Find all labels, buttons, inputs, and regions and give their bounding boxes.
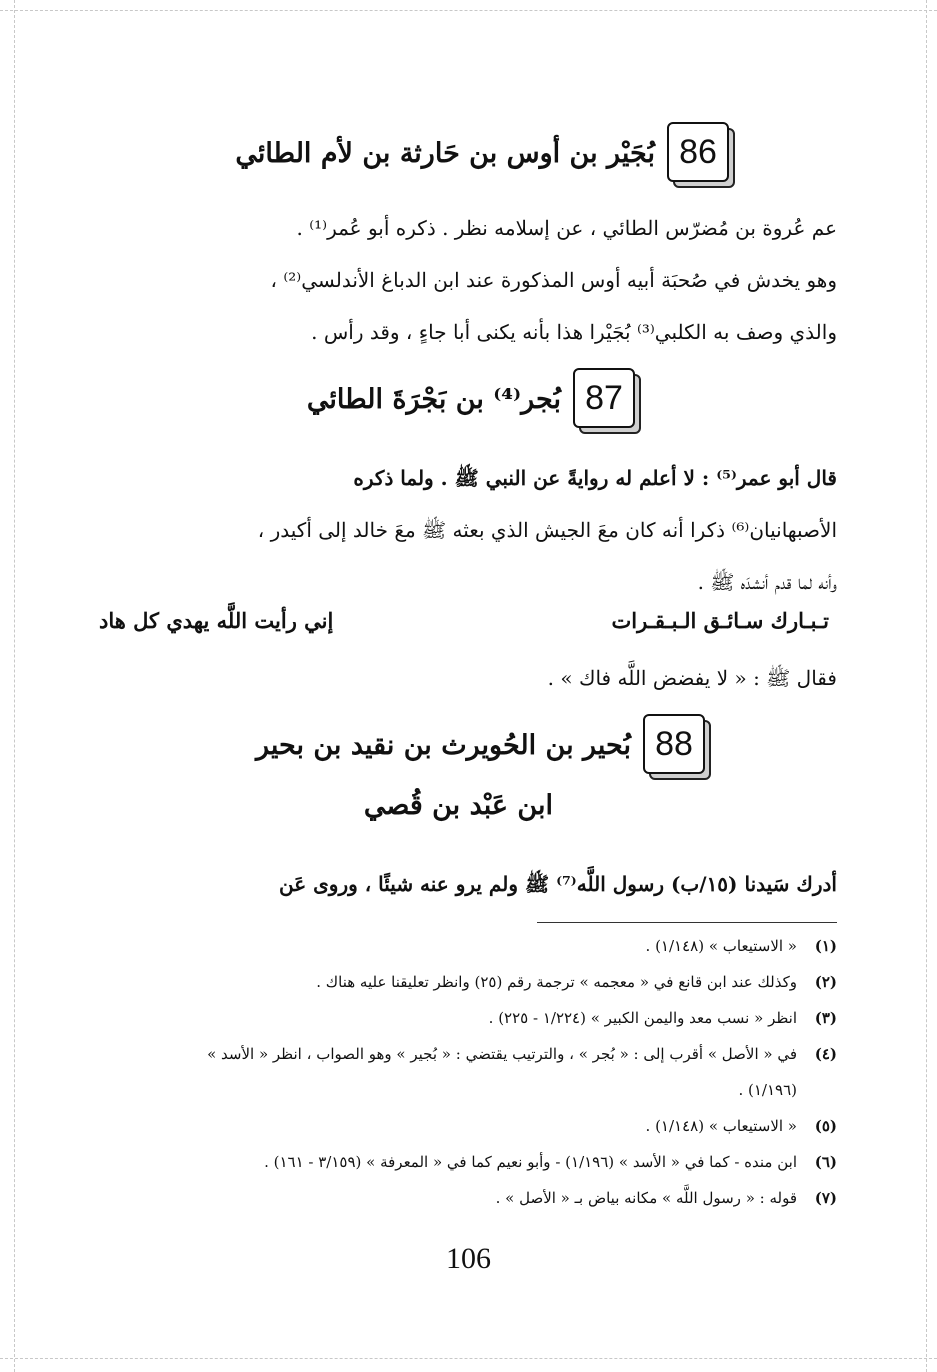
footnotes <box>97 928 837 1216</box>
footnote-continuation: (١/١٩٦) . <box>738 1081 797 1099</box>
entry-number-box <box>573 368 637 430</box>
footnote-number: (٣) <box>814 1009 837 1027</box>
body-line: وهو يخدش في صُحبَة أبيه أوس المذكورة عند ابن الدباغ الأندلسي⁽²⁾ ، <box>270 268 837 292</box>
footnote-separator <box>537 922 837 923</box>
entry-88-body <box>97 858 837 910</box>
body-line: فقال ﷺ : « لا يفضض اللَّه فاك » . <box>547 666 837 690</box>
footnote-text: « الاستيعاب » (١/١٤٨) . <box>645 937 797 955</box>
footnote-text: في « الأصل » أقرب إلى : « بُجر » ، والترتيب يقتضي : « بُجير » وهو الصواب ، انظر « الأسد » <box>207 1045 797 1063</box>
body-line: أدرك سَيدنا (١٥/ب) رسول اللَّه⁽⁷⁾ ﷺ ولم يرو عنه شيئًا ، وروى عَن <box>279 872 837 896</box>
footnote-number: (٥) <box>814 1117 837 1135</box>
verse-reply <box>97 652 837 704</box>
scan-guide-line <box>0 10 937 11</box>
entry-title: بُجَيْر بن أوس بن حَارثة بن لأم الطائي <box>235 137 655 169</box>
entry-88-heading <box>256 714 707 776</box>
footnote-number: (٧) <box>814 1189 837 1207</box>
footnote <box>97 1000 837 1036</box>
entry-number: 88 <box>643 714 705 774</box>
footnote <box>97 1108 837 1144</box>
entry-87-body <box>97 452 837 608</box>
verse-first-hemistich: تـبـارك سـائـق الـبـقـرات <box>611 608 829 633</box>
footnote-text: « الاستيعاب » (١/١٤٨) . <box>645 1117 797 1135</box>
footnote-number: (١) <box>814 937 837 955</box>
footnote-text: وكذلك عند ابن قانع في « معجمه » ترجمة رقم (٢٥) وانظر تعليقنا عليه هناك . <box>316 973 797 991</box>
footnote <box>97 1144 837 1180</box>
footnote-text: ابن منده - كما في « الأسد » (١/١٩٦) - وأبو نعيم كما في « المعرفة » (٣/١٥٩ - ١٦١) . <box>264 1153 797 1171</box>
footnote-number: (٦) <box>814 1153 837 1171</box>
body-line: عم عُروة بن مُضرّس الطائي ، عن إسلامه نظر . ذكره أبو عُمر⁽¹⁾ . <box>296 216 837 240</box>
entry-number: 86 <box>667 122 729 182</box>
entry-86-body <box>97 202 837 358</box>
footnote <box>97 928 837 964</box>
entry-title: بُجر⁽⁴⁾ بن بَجْرَةَ الطائي <box>306 383 561 415</box>
body-line: والذي وصف به الكلبي⁽³⁾ بُجَيْرا هذا بأنه يكنى أبا جاءٍ ، وقد رأس . <box>311 320 837 344</box>
scan-guide-line <box>14 0 15 1372</box>
entry-87-heading <box>307 368 637 430</box>
footnote-text: انظر « نسب معد واليمن الكبير » (١/٢٢٤ - ٢٢٥) . <box>488 1009 797 1027</box>
page-number: 106 <box>446 1242 491 1275</box>
scan-guide-line <box>0 1358 937 1359</box>
entry-number-box <box>667 122 731 184</box>
entry-title: بُحير بن الحُويرث بن نقيد بن بحير <box>255 729 631 761</box>
body-line: الأصبهانيان⁽⁶⁾ ذكرا أنه كان معَ الجيش الذي بعثه ﷺ معَ خالد إلى أكيدر ، <box>257 518 837 542</box>
footnote-number: (٤) <box>814 1045 837 1063</box>
body-line: قال أبو عمر⁽⁵⁾ : لا أعلم له روايةً عن النبي ﷺ . ولما ذكره <box>353 466 837 490</box>
footnote-text: قوله : « رسول اللَّه » مكانه بياض بـ « الأصل » . <box>495 1189 797 1207</box>
footnote <box>97 964 837 1000</box>
entry-number: 87 <box>573 368 635 428</box>
body-line: وأنه لما قدم أنشدَه ﷺ . <box>697 570 837 594</box>
entry-title-second-line: ابن عَبْد بن قُصي <box>363 790 553 821</box>
verse-second-hemistich: إني رأيت اللَّه يهدي كل هاد <box>99 608 334 633</box>
footnote-number: (٢) <box>814 973 837 991</box>
entry-number-box <box>643 714 707 776</box>
verse-line <box>99 608 829 633</box>
entry-86-heading <box>235 122 731 184</box>
footnote <box>97 1180 837 1216</box>
scan-guide-line <box>926 0 927 1372</box>
footnote <box>97 1036 837 1072</box>
